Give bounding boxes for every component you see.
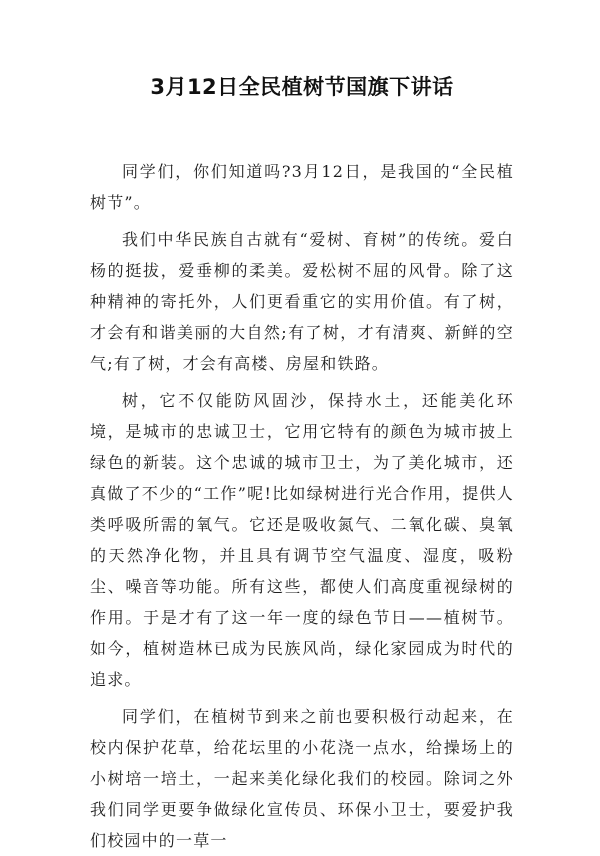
document-title: 3月12日全民植树节国旗下讲话: [150, 75, 454, 99]
paragraph-1: 同学们，你们知道吗?3月12日，是我国的“全民植树节”。: [90, 162, 514, 212]
paragraph-4: 同学们，在植树节到来之前也要积极行动起来，在校内保护花草，给花坛里的小花浇一点水，给操场上的小树培一培土，一起来美化绿化我们的校园。除词之外我们同学更要争做绿化宣传员、环保小卫士，要爱护我们校园中的一草一: [90, 707, 514, 850]
document-body: [90, 156, 514, 856]
paragraph-3: 树，它不仅能防风固沙，保持水土，还能美化环境，是城市的忠诚卫士，它用它特有的颜色为城市披上绿色的新装。这个忠诚的城市卫士，为了美化城市，还真做了不少的“工作”呢!比如绿树进行光合作用，提供人类呼吸所需的氧气。它还是吸收氮气、二氧化碳、臭氧的天然净化物，并且具有调节空气温度、湿度，吸粉尘、噪音等功能。所有这些，都使人们高度重视绿树的作用。于是才有了这一年一度的绿色节日——植树节。如今，植树造林已成为民族风尚，绿化家园成为时代的追求。: [90, 391, 514, 689]
paragraph-2: 我们中华民族自古就有“爱树、育树”的传统。爱白杨的挺拔，爱垂柳的柔美。爱松树不屈的风骨。除了这种精神的寄托外，人们更看重它的实用价值。有了树，才会有和谐美丽的大自然;有了树，才有清爽、新鲜的空气;有了树，才会有高楼、房屋和铁路。: [90, 230, 514, 373]
